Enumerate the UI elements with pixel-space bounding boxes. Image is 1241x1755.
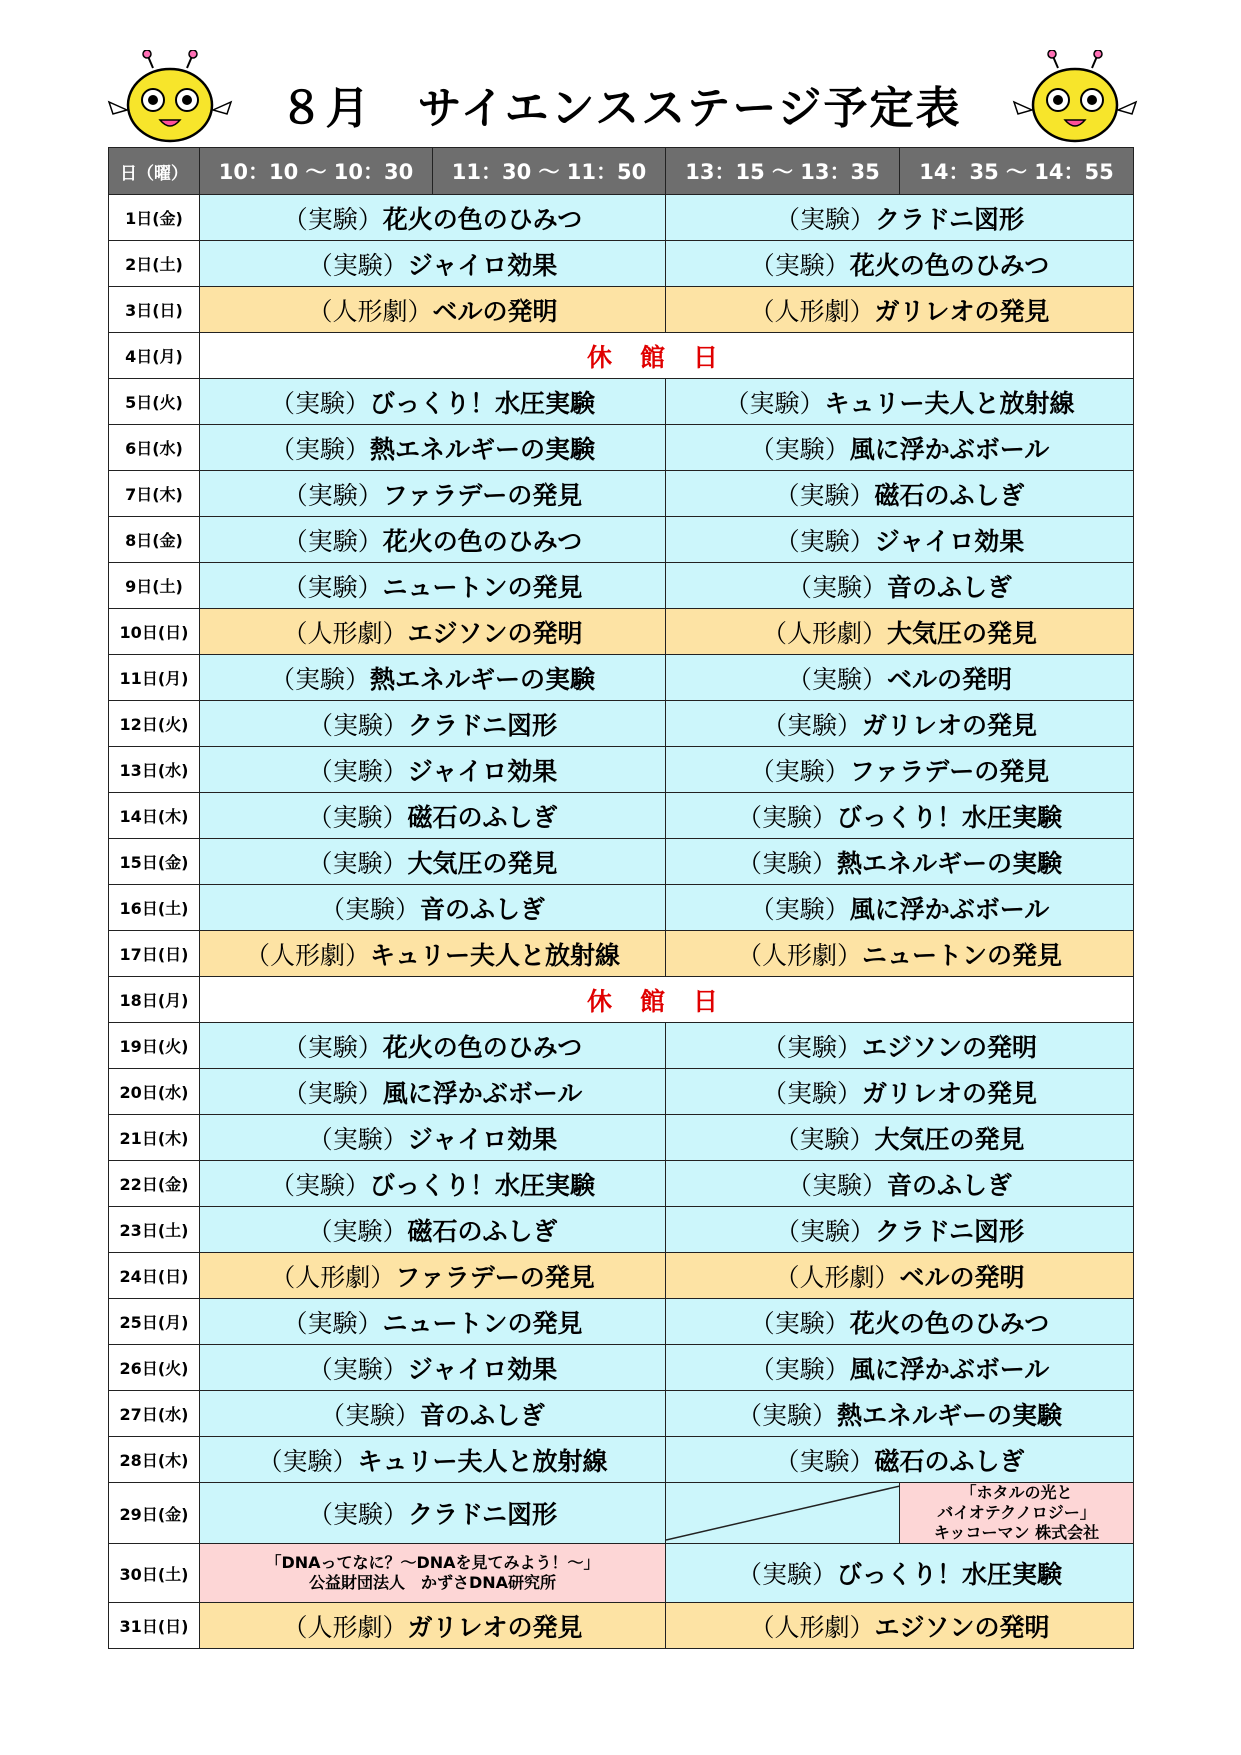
program-cell <box>666 517 1134 563</box>
program-cell <box>200 241 666 287</box>
table-row <box>109 1391 1134 1437</box>
program-cell <box>666 1069 1134 1115</box>
program-kind: （実験） <box>774 204 875 234</box>
program-cell <box>200 885 666 931</box>
program-cell <box>200 1023 666 1069</box>
day-cell: 30日(土) <box>109 1544 200 1603</box>
table-row <box>109 793 1134 839</box>
program-cell <box>200 1253 666 1299</box>
special-line: 「DNAってなに？〜DNAを見てみよう！〜」 <box>265 1553 600 1572</box>
program-kind: （実験） <box>282 1078 383 1108</box>
program-title: 風に浮かぶボール <box>849 434 1050 464</box>
program-cell <box>200 655 666 701</box>
empty-slot <box>666 1483 900 1544</box>
table-row <box>109 885 1134 931</box>
program-title: 熱エネルギーの実験 <box>837 848 1063 878</box>
program-cell <box>666 609 1134 655</box>
program-title: 音のふしぎ <box>420 1400 546 1430</box>
table-row <box>109 1437 1134 1483</box>
program-title: エジソンの発明 <box>874 1612 1050 1642</box>
day-cell: 20日(水) <box>109 1069 200 1115</box>
program-cell <box>200 701 666 747</box>
program-title: 花火の色のひみつ <box>849 250 1050 280</box>
program-kind: （実験） <box>282 1308 383 1338</box>
day-cell: 14日(木) <box>109 793 200 839</box>
program-kind: （人形劇） <box>270 1262 396 1292</box>
program-cell <box>666 1161 1134 1207</box>
program-title: エジソンの発明 <box>862 1032 1038 1062</box>
day-cell: 22日(金) <box>109 1161 200 1207</box>
program-cell <box>200 471 666 517</box>
day-cell: 29日(金) <box>109 1483 200 1544</box>
special-line: 公益財団法人 かずさDNA研究所 <box>308 1573 557 1592</box>
program-title: びっくり！水圧実験 <box>370 1170 596 1200</box>
program-title: ガリレオの発見 <box>862 1078 1038 1108</box>
program-cell <box>666 287 1134 333</box>
program-title: 磁石のふしぎ <box>407 1216 558 1246</box>
program-title: ジャイロ効果 <box>407 756 558 786</box>
program-cell <box>200 1161 666 1207</box>
header-slot-1: 10：10 〜 10：30 <box>200 148 433 195</box>
program-cell <box>666 839 1134 885</box>
program-cell <box>666 1207 1134 1253</box>
program-cell <box>200 517 666 563</box>
day-cell: 19日(火) <box>109 1023 200 1069</box>
table-row <box>109 287 1134 333</box>
table-row <box>109 563 1134 609</box>
program-cell <box>200 1299 666 1345</box>
program-title: ニュートンの発見 <box>382 572 583 602</box>
program-cell <box>666 655 1134 701</box>
program-kind: （実験） <box>761 1032 862 1062</box>
day-cell: 25日(月) <box>109 1299 200 1345</box>
header-slot-3: 13：15 〜 13：35 <box>666 148 900 195</box>
program-title: 風に浮かぶボール <box>849 1354 1050 1384</box>
program-title: 花火の色のひみつ <box>382 526 583 556</box>
table-row <box>109 471 1134 517</box>
program-kind: （実験） <box>282 204 383 234</box>
header-day: 日（曜） <box>109 148 200 195</box>
program-kind: （実験） <box>749 894 850 924</box>
program-title: 音のふしぎ <box>420 894 546 924</box>
program-title: 大気圧の発見 <box>887 618 1038 648</box>
program-cell <box>200 931 666 977</box>
day-cell: 28日(木) <box>109 1437 200 1483</box>
day-cell: 8日(金) <box>109 517 200 563</box>
program-title: 音のふしぎ <box>887 572 1013 602</box>
program-title: 大気圧の発見 <box>407 848 558 878</box>
program-cell <box>666 1544 1134 1603</box>
day-cell: 17日(日) <box>109 931 200 977</box>
day-cell: 26日(火) <box>109 1345 200 1391</box>
program-title: 熱エネルギーの実験 <box>370 664 596 694</box>
day-cell: 3日(日) <box>109 287 200 333</box>
header-slot-4: 14：35 〜 14：55 <box>900 148 1134 195</box>
program-kind: （人形劇） <box>244 940 370 970</box>
program-kind: （実験） <box>307 756 408 786</box>
program-title: びっくり！水圧実験 <box>837 1560 1063 1589</box>
program-cell <box>666 379 1134 425</box>
program-title: クラドニ図形 <box>875 204 1025 234</box>
program-title: ニュートンの発見 <box>382 1308 583 1338</box>
special-event-cell <box>200 1544 666 1603</box>
day-cell: 15日(金) <box>109 839 200 885</box>
program-cell <box>200 1603 666 1649</box>
program-kind: （人形劇） <box>282 1612 408 1642</box>
special-line: バイオテクノロジー」 <box>937 1503 1096 1522</box>
program-kind: （実験） <box>269 664 370 694</box>
table-row <box>109 839 1134 885</box>
table-row <box>109 241 1134 287</box>
day-cell: 4日(月) <box>109 333 200 379</box>
program-kind: （実験） <box>786 664 887 694</box>
program-cell <box>666 1115 1134 1161</box>
program-cell <box>200 747 666 793</box>
program-cell <box>666 1299 1134 1345</box>
program-kind: （実験） <box>736 802 837 832</box>
day-cell: 2日(土) <box>109 241 200 287</box>
program-cell <box>666 747 1134 793</box>
program-title: ベルの発明 <box>432 296 558 326</box>
program-kind: （実験） <box>307 802 408 832</box>
table-row <box>109 1603 1134 1649</box>
program-kind: （人形劇） <box>282 618 408 648</box>
table-row <box>109 1253 1134 1299</box>
program-title: ベルの発明 <box>887 664 1013 694</box>
table-row <box>109 333 1134 379</box>
program-cell <box>200 195 666 241</box>
program-cell <box>666 701 1134 747</box>
table-row <box>109 931 1134 977</box>
program-kind: （実験） <box>282 1032 383 1062</box>
program-cell <box>200 1345 666 1391</box>
program-title: ジャイロ効果 <box>407 1354 558 1384</box>
program-cell <box>666 471 1134 517</box>
day-cell: 21日(木) <box>109 1115 200 1161</box>
program-kind: （実験） <box>319 1400 420 1430</box>
day-cell: 18日(月) <box>109 977 200 1023</box>
program-title: びっくり！水圧実験 <box>837 802 1063 832</box>
program-title: ジャイロ効果 <box>407 1124 558 1154</box>
table-row <box>109 1299 1134 1345</box>
program-kind: （実験） <box>307 1124 408 1154</box>
table-row <box>109 1207 1134 1253</box>
program-cell <box>200 839 666 885</box>
program-cell <box>666 563 1134 609</box>
program-title: 音のふしぎ <box>887 1170 1013 1200</box>
program-kind: （実験） <box>774 1124 875 1154</box>
program-title: クラドニ図形 <box>408 1500 558 1529</box>
program-title: ジャイロ効果 <box>407 250 558 280</box>
day-cell: 10日(日) <box>109 609 200 655</box>
diagonal-line <box>666 1484 900 1542</box>
program-title: 花火の色のひみつ <box>382 1032 583 1062</box>
program-kind: （実験） <box>736 1400 837 1430</box>
program-kind: （実験） <box>786 572 887 602</box>
program-title: ガリレオの発見 <box>874 296 1050 326</box>
program-cell <box>666 241 1134 287</box>
program-cell <box>200 1207 666 1253</box>
program-title: キュリー夫人と放射線 <box>370 940 621 970</box>
program-cell <box>666 931 1134 977</box>
day-cell: 6日(水) <box>109 425 200 471</box>
program-cell <box>666 1437 1134 1483</box>
program-cell <box>200 425 666 471</box>
program-kind: （実験） <box>269 434 370 464</box>
program-kind: （人形劇） <box>736 940 862 970</box>
program-kind: （実験） <box>269 388 370 418</box>
program-cell <box>200 1115 666 1161</box>
day-cell: 13日(水) <box>109 747 200 793</box>
program-kind: （実験） <box>724 388 825 418</box>
table-row <box>109 1544 1134 1603</box>
special-line: キッコーマン 株式会社 <box>933 1523 1100 1542</box>
program-title: ガリレオの発見 <box>862 710 1038 740</box>
program-title: ファラデーの発見 <box>395 1262 595 1292</box>
program-kind: （実験） <box>307 1216 408 1246</box>
header-slot-2: 11：30 〜 11：50 <box>433 148 666 195</box>
program-title: キュリー夫人と放射線 <box>824 388 1075 418</box>
day-cell: 1日(金) <box>109 195 200 241</box>
program-kind: （人形劇） <box>749 1612 875 1642</box>
program-kind: （実験） <box>774 1216 875 1246</box>
program-cell <box>666 1023 1134 1069</box>
program-kind: （実験） <box>736 848 837 878</box>
table-row <box>109 379 1134 425</box>
table-row <box>109 747 1134 793</box>
program-title: 熱エネルギーの実験 <box>370 434 596 464</box>
program-kind: （実験） <box>761 710 862 740</box>
program-kind: （人形劇） <box>749 296 875 326</box>
program-kind: （実験） <box>307 710 408 740</box>
table-row <box>109 425 1134 471</box>
program-cell <box>200 379 666 425</box>
closed-day-label: 休館日 <box>200 333 1134 379</box>
closed-day-label: 休館日 <box>200 977 1134 1023</box>
program-kind: （実験） <box>307 1500 408 1529</box>
program-title: 磁石のふしぎ <box>407 802 558 832</box>
program-kind: （実験） <box>282 526 383 556</box>
program-kind: （実験） <box>319 894 420 924</box>
day-cell: 31日(日) <box>109 1603 200 1649</box>
program-kind: （実験） <box>749 1354 850 1384</box>
day-cell: 12日(火) <box>109 701 200 747</box>
header-row <box>109 148 1134 195</box>
day-cell: 11日(月) <box>109 655 200 701</box>
day-cell: 24日(日) <box>109 1253 200 1299</box>
table-row <box>109 977 1134 1023</box>
day-cell: 27日(水) <box>109 1391 200 1437</box>
program-cell <box>666 793 1134 839</box>
program-kind: （実験） <box>786 1170 887 1200</box>
program-kind: （実験） <box>749 756 850 786</box>
program-cell <box>200 1437 666 1483</box>
program-kind: （実験） <box>761 1078 862 1108</box>
program-kind: （実験） <box>749 1308 850 1338</box>
program-title: ベルの発明 <box>899 1262 1025 1292</box>
program-title: クラドニ図形 <box>408 710 558 740</box>
table-row <box>109 1345 1134 1391</box>
program-title: 風に浮かぶボール <box>849 894 1050 924</box>
program-cell <box>666 195 1134 241</box>
program-title: 磁石のふしぎ <box>874 1446 1025 1476</box>
table-row <box>109 1483 1134 1544</box>
table-row <box>109 655 1134 701</box>
program-kind: （実験） <box>749 250 850 280</box>
program-cell <box>200 563 666 609</box>
program-kind: （実験） <box>282 480 383 510</box>
program-kind: （実験） <box>307 1354 408 1384</box>
program-cell <box>666 1345 1134 1391</box>
special-event-cell <box>900 1483 1134 1544</box>
program-cell <box>666 1391 1134 1437</box>
program-kind: （実験） <box>774 480 875 510</box>
schedule-table <box>108 147 1134 1649</box>
program-title: 花火の色のひみつ <box>849 1308 1050 1338</box>
program-title: ファラデーの発見 <box>382 480 583 510</box>
program-cell <box>666 885 1134 931</box>
table-row <box>109 1115 1134 1161</box>
program-cell <box>200 609 666 655</box>
program-title: ガリレオの発見 <box>407 1612 583 1642</box>
program-title: 花火の色のひみつ <box>382 204 583 234</box>
program-title: ジャイロ効果 <box>874 526 1025 556</box>
program-title: クラドニ図形 <box>875 1216 1025 1246</box>
program-kind: （実験） <box>257 1446 358 1476</box>
program-kind: （実験） <box>774 526 875 556</box>
day-cell: 9日(土) <box>109 563 200 609</box>
program-kind: （実験） <box>749 434 850 464</box>
program-kind: （実験） <box>269 1170 370 1200</box>
program-title: ファラデーの発見 <box>849 756 1050 786</box>
program-kind: （実験） <box>282 572 383 602</box>
table-row <box>109 1161 1134 1207</box>
program-kind: （人形劇） <box>761 618 887 648</box>
table-row <box>109 1069 1134 1115</box>
program-kind: （実験） <box>307 250 408 280</box>
program-kind: （実験） <box>774 1446 875 1476</box>
table-row <box>109 1023 1134 1069</box>
program-kind: （人形劇） <box>774 1262 900 1292</box>
table-row <box>109 195 1134 241</box>
program-title: 熱エネルギーの実験 <box>837 1400 1063 1430</box>
day-cell: 23日(土) <box>109 1207 200 1253</box>
program-cell <box>200 793 666 839</box>
program-cell <box>200 1391 666 1437</box>
program-title: 大気圧の発見 <box>874 1124 1025 1154</box>
program-cell <box>200 1069 666 1115</box>
program-title: 磁石のふしぎ <box>874 480 1025 510</box>
program-kind: （実験） <box>736 1560 837 1589</box>
program-cell <box>666 1603 1134 1649</box>
program-kind: （実験） <box>307 848 408 878</box>
program-cell <box>666 425 1134 471</box>
special-line: 「ホタルの光と <box>960 1483 1073 1502</box>
day-cell: 7日(木) <box>109 471 200 517</box>
day-cell: 16日(土) <box>109 885 200 931</box>
program-kind: （人形劇） <box>307 296 433 326</box>
program-cell <box>666 1253 1134 1299</box>
program-title: エジソンの発明 <box>407 618 583 648</box>
table-row <box>109 517 1134 563</box>
table-row <box>109 701 1134 747</box>
page-title: ８月 サイエンスステージ予定表 <box>279 83 962 134</box>
program-title: ニュートンの発見 <box>862 940 1063 970</box>
program-cell <box>200 287 666 333</box>
program-title: びっくり！水圧実験 <box>370 388 596 418</box>
program-cell <box>200 1483 666 1544</box>
program-title: キュリー夫人と放射線 <box>357 1446 608 1476</box>
day-cell: 5日(火) <box>109 379 200 425</box>
table-row <box>109 609 1134 655</box>
program-title: 風に浮かぶボール <box>382 1078 583 1108</box>
